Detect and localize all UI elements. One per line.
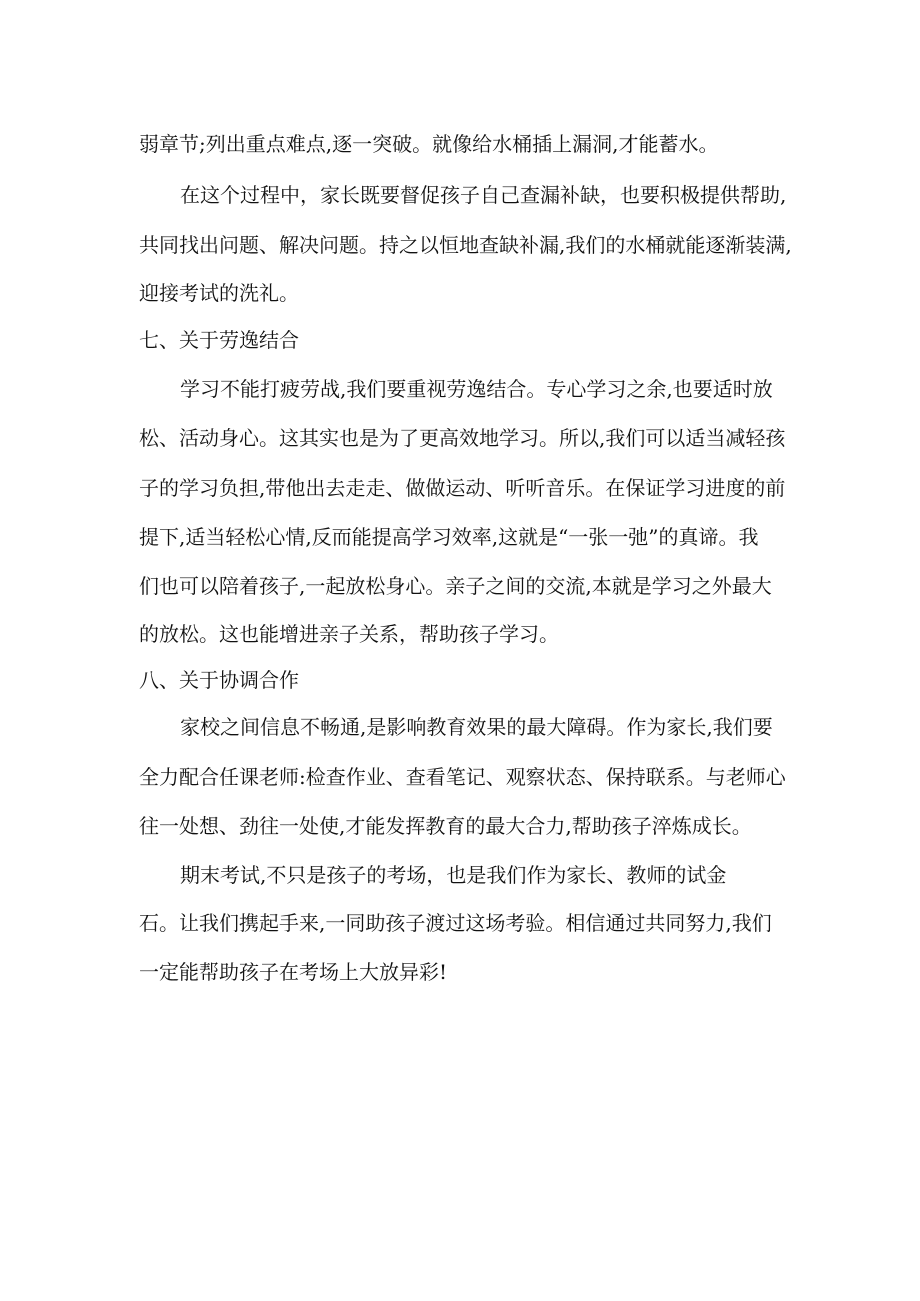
body-text-line: 一定能帮助孩子在考场上大放异彩!: [139, 960, 448, 984]
body-text-line: 们也可以陪着孩子,一起放松身心。亲子之间的交流,本就是学习之外最大: [139, 574, 772, 598]
body-text-line: 弱章节;列出重点难点,逐一突破。就像给水桶插上漏洞,才能蓄水。: [139, 132, 719, 156]
body-text-line: 的放松。这也能增进亲子关系，帮助孩子学习。: [139, 622, 559, 646]
body-text-line: 提下,适当轻松心情,反而能提高学习效率,这就是“一张一弛”的真谛。我: [139, 525, 759, 549]
paragraph-start: 学习不能打疲劳战,我们要重视劳逸结合。专心学习之余,也要适时放: [180, 377, 773, 401]
body-text-line: 石。让我们携起手来,一同助孩子渡过这场考验。相信通过共同努力,我们: [139, 911, 772, 935]
body-text-line: 松、活动身心。这其实也是为了更高效地学习。所以,我们可以适当减轻孩: [139, 426, 786, 450]
body-text-line: 往一处想、劲往一处使,才能发挥教育的最大合力,帮助孩子淬炼成长。: [139, 814, 752, 838]
paragraph-start: 期末考试,不只是孩子的考场，也是我们作为家长、教师的试金: [180, 863, 727, 887]
body-text-line: 共同找出问题、解决问题。持之以恒地查缺补漏,我们的水桶就能逐渐装满,: [139, 233, 792, 257]
section-heading: 八、关于协调合作: [139, 668, 299, 692]
body-text-line: 子的学习负担,带他出去走走、做做运动、听听音乐。在保证学习进度的前: [139, 476, 786, 500]
body-text-line: 迎接考试的洗礼。: [139, 281, 299, 305]
paragraph-start: 在这个过程中，家长既要督促孩子自己查漏补缺，也要积极提供帮助,: [180, 183, 787, 207]
section-heading: 七、关于劳逸结合: [139, 328, 299, 352]
paragraph-start: 家校之间信息不畅通,是影响教育效果的最大障碍。作为家长,我们要: [180, 715, 773, 739]
body-text-line: 全力配合任课老师:检查作业、查看笔记、观察状态、保持联系。与老师心: [139, 765, 786, 789]
